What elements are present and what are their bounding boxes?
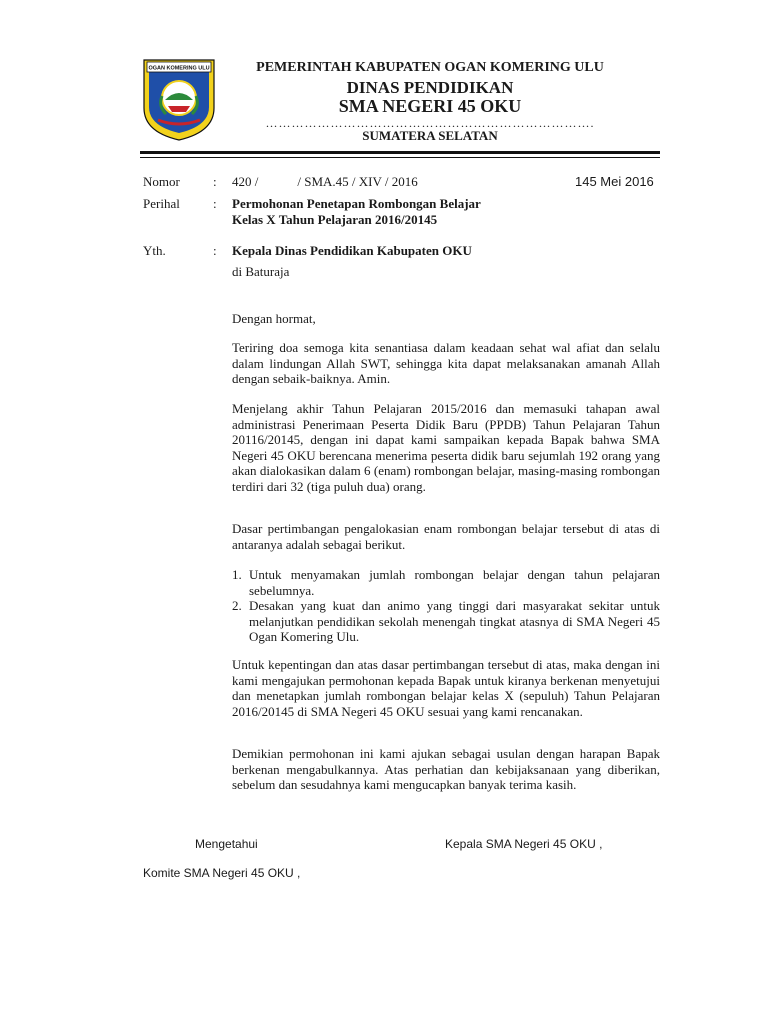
paragraph-plan: Menjelang akhir Tahun Pelajaran 2015/2016 dan memasuki tahapan awal administrasi Penerimaan Peserta Didik Baru (PPDB) Tahun Pelajaran Tahun 20116/20145, dengan ini dapat kami sampaikan kepada Bapak bahwa SMA Negeri 45 OKU berencana menerima peserta didik baru sejumlah 192 orang yang akan dialokasikan dalam 6 (enam) rombongan belajar, masing-masing rombongan terdiri dari 32 (tiga puluh dua) orang.: [232, 401, 660, 494]
perihal-line-2: Kelas X Tahun Pelajaran 2016/20145: [232, 212, 438, 227]
list-item: [232, 598, 660, 645]
recipient: Kepala Dinas Pendidikan Kabupaten OKU: [232, 243, 472, 258]
letterhead-rule-thick: [140, 151, 660, 154]
nomor-value: 420 / / SMA.45 / XIV / 2016: [232, 174, 418, 189]
signature-right-title: Kepala SMA Negeri 45 OKU ,: [445, 837, 603, 851]
yth-colon: :: [213, 243, 217, 258]
nomor-colon: :: [213, 174, 217, 189]
yth-label: Yth.: [143, 243, 166, 258]
recipient-location: di Baturaja: [232, 264, 290, 279]
nomor-label: Nomor: [143, 174, 180, 189]
perihal-line-1: Permohonan Penetapan Rombongan Belajar: [232, 196, 481, 211]
perihal-label: Perihal: [143, 196, 180, 211]
greeting: Dengan hormat,: [232, 311, 316, 326]
letterhead-government: PEMERINTAH KABUPATEN OGAN KOMERING ULU: [256, 60, 604, 75]
school-logo: [140, 56, 218, 142]
signature-left-title: Mengetahui: [195, 837, 258, 851]
list-text: Desakan yang kuat dan animo yang tinggi dari masyarakat sekitar untuk melanjutkan pendidikan sekolah menengah tingkat atasnya di SMA Negeri 45 Ogan Komering Ulu.: [249, 598, 660, 644]
paragraph-basis: Dasar pertimbangan pengalokasian enam rombongan belajar tersebut di atas di antaranya adalah sebagai berikut.: [232, 521, 660, 552]
letterhead-school: SMA NEGERI 45 OKU: [338, 96, 522, 116]
list-text: Untuk menyamakan jumlah rombongan belajar dengan tahun pelajaran sebelumnya.: [249, 567, 660, 598]
paragraph-closing: Demikian permohonan ini kami ajukan sebagai usulan dengan harapan Bapak berkenan mengabulkannya. Atas perhatian dan kebijaksanaan yang diberikan, sebelum dan sesudahnya kami mengucapkan banyak terima kasih.: [232, 746, 660, 792]
perihal-colon: :: [213, 196, 217, 211]
letterhead-address-dots: ………………………………………………………………….: [265, 116, 595, 130]
list-number: 1.: [232, 567, 242, 582]
letterhead-rule-thin: [140, 157, 660, 158]
consideration-list: [232, 567, 660, 645]
paragraph-request: Untuk kepentingan dan atas dasar pertimbangan tersebut di atas, maka dengan ini kami mengajukan permohonan kepada Bapak untuk kiranya berkenan menyetujui dan menetapkan jumlah rombongan belajar kelas X (sepuluh) Tahun Pelajaran 2016/20145 di SMA Negeri 45 OKU sesuai yang kami rencanakan.: [232, 657, 660, 719]
list-number: 2.: [232, 598, 242, 613]
paragraph-opening: Teriring doa semoga kita senantiasa dalam keadaan sehat wal afiat dan selalu dalam lindungan Allah SWT, sehingga kita dapat melaksanakan amanah Allah dengan sebaik-baiknya. Amin.: [232, 340, 660, 386]
signature-left-org: Komite SMA Negeri 45 OKU ,: [143, 866, 301, 880]
letter-date: 145 Mei 2016: [575, 174, 654, 189]
list-item: [232, 567, 660, 598]
letterhead-province: SUMATERA SELATAN: [362, 128, 498, 143]
ogan-komering-ulu-emblem: [140, 56, 218, 142]
letterhead-agency: DINAS PENDIDIKAN: [346, 78, 514, 97]
logo-ribbon-text: OGAN KOMERING ULU: [148, 65, 210, 72]
